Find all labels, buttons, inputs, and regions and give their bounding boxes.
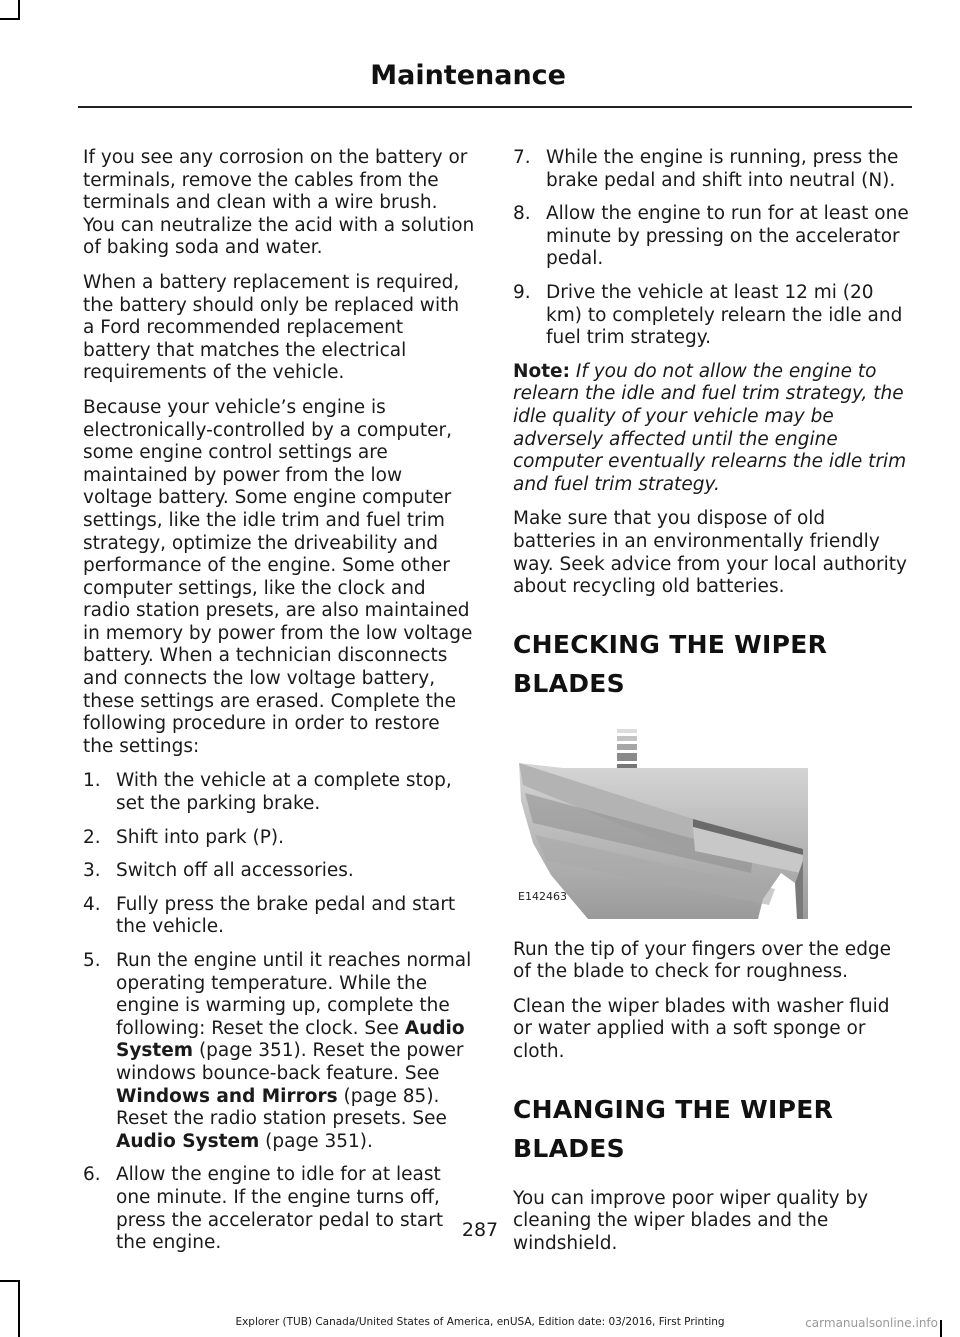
crop-mark (18, 1280, 20, 1337)
list-number: 9. (513, 281, 531, 303)
list-text: Allow the engine to idle for at least one minute. If the engine turns off, press the accelerator pedal to start the engine. (116, 1164, 444, 1254)
audio-system-link[interactable]: Audio System (116, 1017, 465, 1062)
windows-and-mirrors-link[interactable]: Windows and Mirrors (116, 1085, 338, 1107)
list-number: 2. (83, 826, 101, 848)
list-number: 6. (83, 1164, 101, 1186)
list-text: With the vehicle at a complete stop, set the parking brake. (116, 770, 452, 815)
paragraph-dispose: Make sure that you dispose of old batteries in an environmentally friendly way. Seek advice from your local authority about recycling old batteries. (513, 508, 907, 598)
paragraph-computer-settings: Because your vehicle’s engine is electronically-controlled by a computer, some engine control settings are maintained by power from the low voltage battery. Some engine computer settings, like the idle trim and fuel trim strategy, optimize the driveability and performance of the engine. Some other computer settings, like the clock and radio station presets, are also maintained in memory by power from the low voltage battery. When a technician disconnects and connects the low voltage battery, these settings are erased. Complete the following procedure in order to restore the settings: (83, 396, 473, 757)
procedure-list-continued (513, 147, 910, 350)
list-item (513, 282, 910, 350)
list-text: While the engine is running, press the brake pedal and shift into neutral (N). (546, 147, 899, 191)
heading-changing-wiper-blades: CHANGING THE WIPER BLADES (513, 1094, 834, 1163)
note-text: If you do not allow the engine to relearn the idle and fuel trim strategy, the idle quality of your vehicle may be adversely affected until the engine computer eventually relearns the idle trim and fuel trim strategy. (513, 360, 907, 495)
list-number: 5. (83, 950, 101, 971)
list-item (83, 1164, 475, 1254)
paragraph-clean-blades: Clean the wiper blades with washer fluid or water applied with a soft sponge or cloth. (513, 995, 890, 1063)
list-text: Drive the vehicle at least 12 mi (20 km) to completely relearn the idle and fuel trim strategy. (546, 281, 903, 349)
list-text: Switch off all accessories. (116, 860, 354, 882)
paragraph-replacement: When a battery replacement is required, the battery should only be replaced with a Ford recommended replacement battery that matches the electrical requirements of the vehicle. (83, 271, 460, 384)
heading-checking-wiper-blades: CHECKING THE WIPER BLADES (513, 629, 828, 698)
header-divider (78, 106, 912, 108)
note (513, 361, 910, 497)
list-number: 7. (513, 147, 531, 168)
list-item (83, 827, 475, 850)
list-text: Shift into park (P). (116, 826, 284, 848)
audio-system-link-2[interactable]: Audio System (116, 1130, 260, 1152)
list-number: 8. (513, 203, 531, 225)
list-text: (page 351). Reset the power windows bounce-back feature. See (116, 1040, 464, 1084)
list-item (83, 894, 475, 939)
list-item (83, 770, 475, 815)
footer-edition: Explorer (TUB) Canada/United States of America, enUSA, Edition date: 03/2016, First Printing (235, 1316, 725, 1328)
wiper-blade-illustration (513, 723, 808, 919)
list-item (83, 950, 475, 1153)
crop-mark (0, 1280, 20, 1282)
list-number: 1. (83, 770, 101, 792)
figure-code: E142463 (518, 890, 567, 904)
list-text: Run the engine until it reaches normal operating temperature. While the engine is warming up, complete the following: Reset the clock. See (116, 950, 472, 1039)
note-label: Note: (513, 360, 570, 382)
paragraph-improve-quality: You can improve poor wiper quality by cleaning the wiper blades and the windshield. (513, 1187, 869, 1254)
list-text: Fully press the brake pedal and start the vehicle. (116, 893, 456, 938)
list-text: Allow the engine to run for at least one minute by pressing on the accelerator pedal. (546, 203, 909, 270)
left-column (83, 147, 475, 1266)
list-text: (page 85). Reset the radio station presets. See (116, 1085, 447, 1130)
page-number: 287 (461, 1219, 499, 1241)
list-number: 3. (83, 860, 101, 882)
list-text: (page 351). (259, 1130, 373, 1152)
list-item (513, 147, 910, 192)
right-column (513, 147, 910, 1267)
paragraph-corrosion: If you see any corrosion on the battery or terminals, remove the cables from the terminals and clean with a wire brush. You can neutralize the acid with a solution of baking soda and water. (83, 147, 475, 259)
crop-mark (0, 18, 20, 20)
paragraph-check-roughness: Run the tip of your fingers over the edge of the blade to check for roughness. (513, 938, 892, 983)
list-item (513, 203, 910, 271)
watermark: carmanualsonline.info (805, 1316, 938, 1330)
list-item (83, 860, 475, 883)
crop-mark (18, 0, 20, 20)
page-title: Maintenance (370, 60, 566, 91)
list-number: 4. (83, 893, 101, 915)
procedure-list (83, 770, 475, 1254)
